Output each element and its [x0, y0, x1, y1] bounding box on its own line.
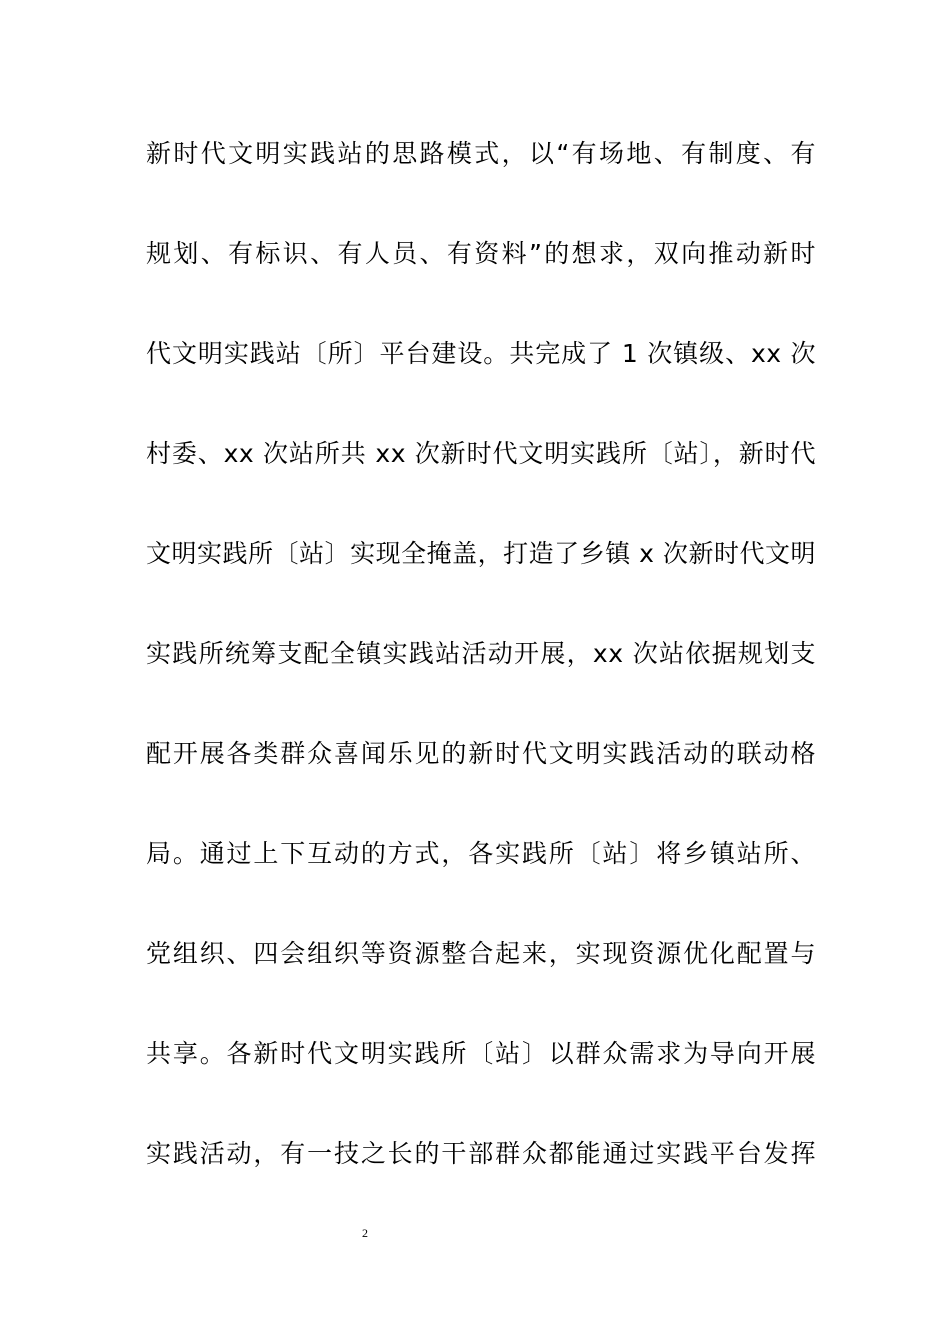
text-line: 规划、有标识、有人员、有资料”的想求，双向推动新时 — [146, 239, 816, 268]
text-line: 实践所统筹支配全镇实践站活动开展，xx 次站依据规划支 — [146, 639, 816, 668]
text-line: 代文明实践站〔所〕平台建设。共完成了 1 次镇级、xx 次 — [146, 339, 816, 368]
text-line: 共享。各新时代文明实践所〔站〕以群众需求为导向开展 — [146, 1039, 816, 1068]
text-line: 村委、xx 次站所共 xx 次新时代文明实践所〔站〕，新时代 — [146, 439, 816, 468]
text-line: 新时代文明实践站的思路模式，以“有场地、有制度、有 — [146, 139, 816, 168]
text-line: 配开展各类群众喜闻乐见的新时代文明实践活动的联动格 — [146, 739, 816, 768]
text-line: 实践活动，有一技之长的干部群众都能通过实践平台发挥 — [146, 1139, 816, 1168]
text-line: 局。通过上下互动的方式，各实践所〔站〕将乡镇站所、 — [146, 839, 816, 868]
page-number: 2 — [362, 1226, 368, 1240]
text-line: 文明实践所〔站〕实现全掩盖，打造了乡镇 x 次新时代文明 — [146, 539, 816, 568]
body-text — [146, 126, 816, 1226]
text-line: 党组织、四会组织等资源整合起来，实现资源优化配置与 — [146, 939, 816, 968]
